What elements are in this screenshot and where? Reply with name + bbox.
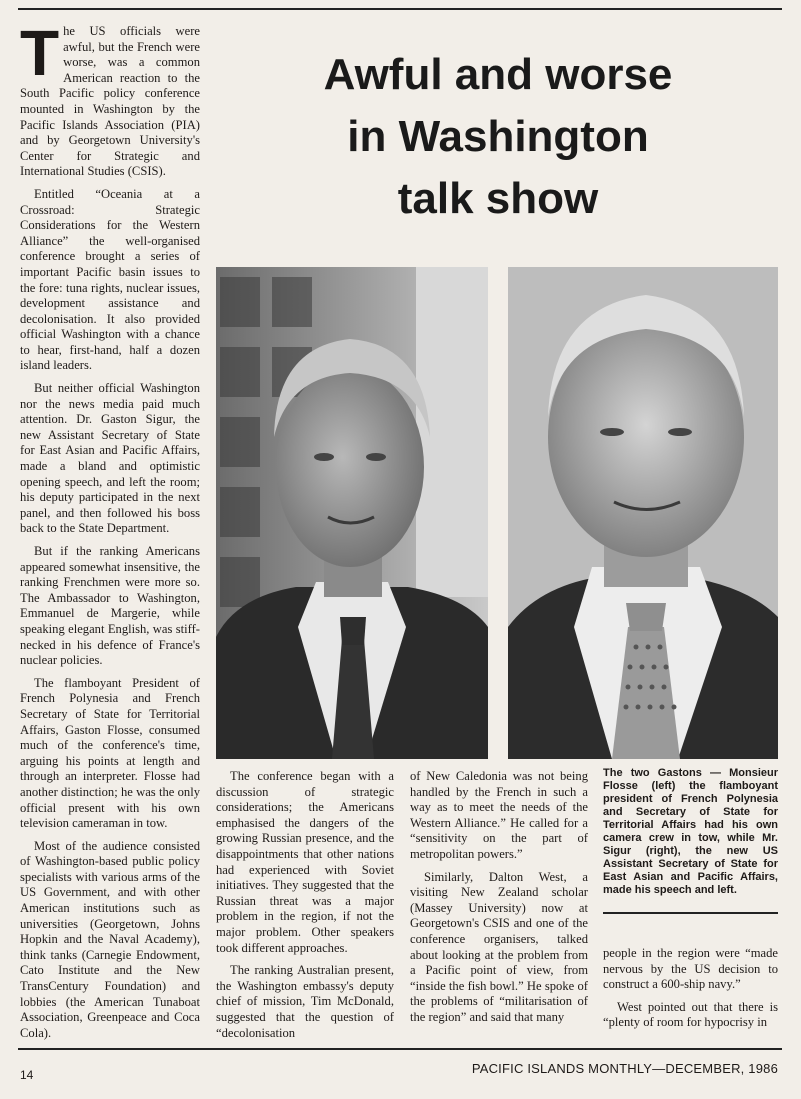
paragraph: The ranking Australian present, the Washington embassy's deputy chief of mission, Tim McDonald, suggested that the question of “decolonisation (216, 963, 394, 1040)
headline-line: Awful and worse (323, 50, 673, 99)
photo-gaston-flosse (216, 267, 488, 759)
article-column-4 (603, 946, 778, 1038)
portrait-image (216, 267, 488, 759)
portrait-image (508, 267, 778, 759)
paragraph: But neither official Washington nor the news media paid much attention. Dr. Gaston Sigur, the new Assistant Secretary of State for East Asian and Pacific Affairs, made a bland and optimistic opening speech, and left the room; his deputy participated in the next panel, and then followed his boss back to the State Department. (20, 381, 200, 536)
photo-gaston-sigur (508, 267, 778, 759)
headline-line: in Washington (347, 112, 649, 161)
article-column-3 (410, 769, 588, 1033)
paragraph: of New Caledonia was not being handled by the French in such a way as to meet the needs of the Western Alliance.” He called for a “sensitivity on the part of metropolitan powers.” (410, 769, 588, 861)
footer-rule (18, 1048, 782, 1050)
drop-cap: T (20, 17, 60, 89)
paragraph: The conference began with a discussion of strategic considerations; the Americans emphasised the dangers of the growing Russian presence, and the disappointments that other nations had experienced with Soviet initiatives. They suggested that the Russian threat was a major problem in the region, if not the major problem. Other speakers took different approaches. (216, 769, 394, 955)
paragraph: The US officials were awful, but the French were worse, was a common American reaction to the South Pacific policy conference mounted in Washington by the Pacific Islands Association (PIA) and by Georgetown University's Center for Strategic and International Studies (CSIS). (20, 17, 200, 179)
paragraph: Most of the audience consisted of Washington-based public policy specialists with various arms of the US Government, and with other American institutions such as universities (Georgetown, Johns Hopkin and the Naval Academy), think tanks (Carnegie Endowment, Cato Institute and the New TransCentury Foundation) and lobbies (the American Tunaboat Association, Greenpeace and Coca Cola). (20, 838, 200, 1040)
page-number: 14 (20, 1068, 34, 1082)
paragraph: people in the region were “made nervous by the US decision to construct a 600-ship navy.” (603, 946, 778, 992)
photo-caption: The two Gastons — Monsieur Flosse (left) the flamboyant president of French Polynesia and Secretary of State for Territorial Affairs had his own camera crew in tow, while Mr. Sigur (right), the new US Assistant Secretary of State for East Asian and Pacific Affairs, made his speech and left. (603, 767, 778, 896)
headline-line: talk show (397, 174, 599, 223)
paragraph: Entitled “Oceania at a Crossroad: Strategic Considerations for the Western Alliance” the well-organised conference brought a series of important Pacific basin issues to the fore: tuna rights, nuclear issues, development assistance and decolonisation. It also provided official Washington with a chance to hear, first-hand, half a dozen island leaders. (20, 186, 200, 373)
top-rule (18, 8, 782, 10)
paragraph: West pointed out that there is “plenty of room for hypocrisy in (603, 999, 778, 1030)
caption-rule (603, 912, 778, 914)
article-column-1 (20, 17, 200, 1048)
paragraph: Similarly, Dalton West, a visiting New Zealand scholar (Massey University) now at Georgetown's CSIS and one of the conference organisers, talked about looking at the problem from a Pacific point of view, from “inside the fish bowl.” He spoke of the problems of “militarisation of the region” and said that many (410, 869, 588, 1024)
paragraph: But if the ranking Americans appeared somewhat insensitive, the ranking Frenchmen were more so. The Ambassador to Washington, Emmanuel de Margerie, while speaking elegant English, was stiff-necked in his defence of France's nuclear policies. (20, 544, 200, 668)
headline (218, 44, 778, 230)
paragraph: The flamboyant President of French Polynesia and French Secretary of State for Territorial Affairs, Gaston Flosse, consumed much of the conference's time, arguing his points at length and through an interpreter. Flosse had another distinction; he was the only official present with his own television cameraman in tow. (20, 675, 200, 831)
running-footer: PACIFIC ISLANDS MONTHLY—DECEMBER, 1986 (471, 1061, 778, 1076)
article-column-2 (216, 769, 394, 1048)
